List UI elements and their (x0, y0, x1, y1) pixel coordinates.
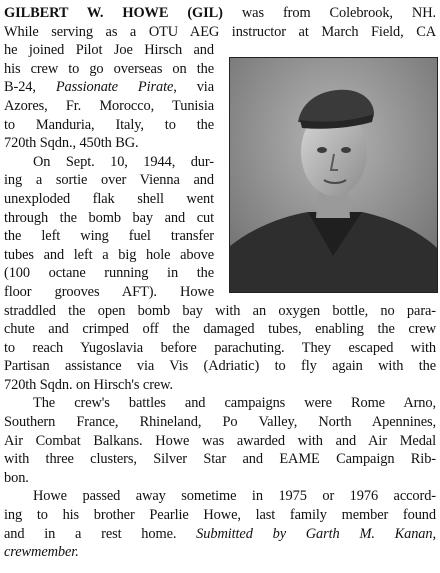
submitted-by: Submitted by Garth M. Kanan, (196, 525, 436, 542)
text-line: tubes and left a big hole above (4, 246, 214, 263)
text-line: 720th Sqdn., 450th BG. (4, 135, 139, 152)
text-line: Air Combat Balkans. Howe was awarded with and Air Medal (4, 432, 436, 449)
text-line: (100 octane running in the (4, 265, 214, 282)
text-line: ing to his brother Pearlie Howe, last family member found (4, 507, 436, 524)
text-line: Azores, Fr. Morocco, Tunisia (4, 97, 214, 114)
text-line: While serving as a OTU AEG instructor at March Field, CA (4, 23, 436, 40)
text-line: straddled the open bomb bay with an oxygen bottle, no para- (4, 302, 436, 319)
text-line: 720th Sqdn. on Hirsch's crew. (4, 376, 174, 393)
text-line: to reach Yugoslavia before parachuting. They escaped with (4, 339, 436, 356)
text-line: chute and crimped off the damaged tubes, enabling the crew (4, 321, 436, 338)
text-line: and in a rest home. Submitted by Garth M. Kanan, (4, 525, 436, 542)
text-line: On Sept. 10, 1944, dur- (33, 153, 214, 170)
text-line: Partisan assistance via Vis (Adriatic) to fly again with the (4, 358, 436, 375)
text-line: Southern France, Rhineland, Po Valley, North Apennines, (4, 414, 436, 431)
text-line: through the bomb bay and cut (4, 209, 214, 226)
text-line: unexploded flak shell went (4, 190, 214, 207)
text-line: the left wing fuel transfer (4, 228, 214, 245)
text-line (4, 543, 436, 562)
text-line: ing a sortie over Vienna and (4, 172, 214, 189)
text-line: floor grooves AFT). Howe (4, 283, 214, 300)
article-text (4, 4, 436, 562)
aircraft-name: Passionate Pirate (55, 79, 174, 96)
text-line: The crew's battles and campaigns were Rome Arno, (33, 395, 436, 412)
submitter-role: crewmember. (4, 544, 79, 561)
text-line: GILBERT W. HOWE (GIL) was from Colebrook, NH. (4, 5, 437, 21)
person-name: GILBERT W. HOWE (GIL) (4, 5, 223, 21)
text-line: he joined Pilot Joe Hirsch and (4, 42, 214, 59)
text-line: Howe passed away sometime in 1975 or 1976 accord- (33, 488, 436, 505)
text-line: bon. (4, 469, 29, 486)
text-line: to Manduria, Italy, to the (4, 116, 214, 133)
text-line: B-24, Passionate Pirate, via (4, 79, 214, 96)
text-line: his crew to go overseas on the (4, 60, 214, 77)
text-line: with three clusters, Silver Star and EAME Campaign Rib- (4, 451, 436, 468)
